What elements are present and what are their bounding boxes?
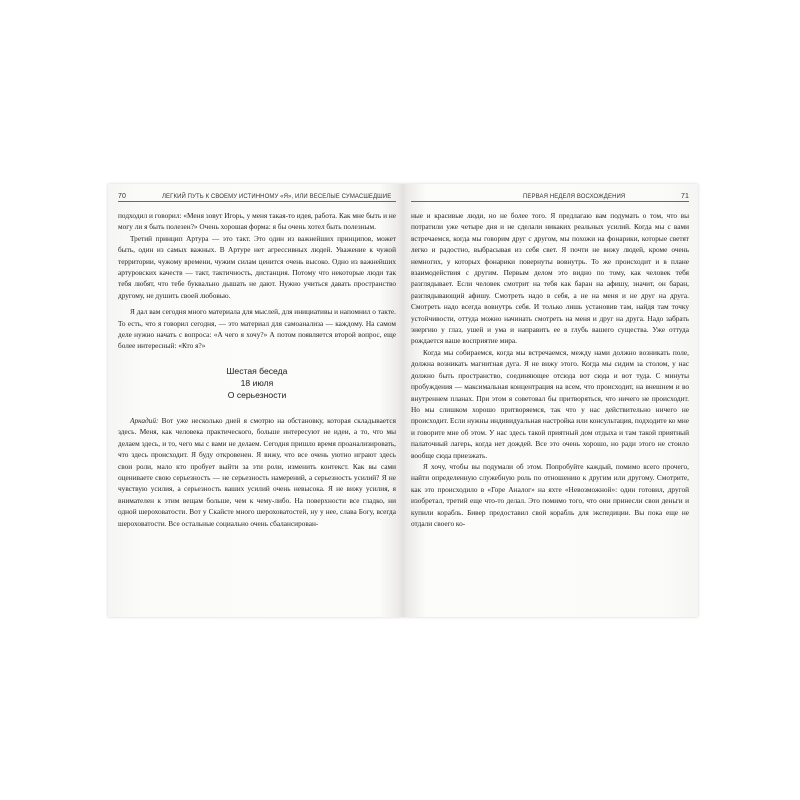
paragraph: Когда мы собираемся, когда мы встречаемся, между нами должно возникать поле, должна возникать магнитная дуга. Я не вижу этого. Когда мы сидим за столом, у нас должно быть пространство, соединяющее отсюда вот сюда и вот туда. С минуты пробуждения — максимальная концентрация на всем, что происходит, на внешнем и во внутреннем планах. При этом я советовал бы притворяться, что ничего не происходит. Но мы слишком хорошо притворяемся, так что у нас действительно ничего не происходит. Если нужны индивидуальная настройка или консультация, подходите ко мне и говорите мне об этом. У нас здесь такой приятный дом отдыха и там такой приятный палаточный лагерь, когда нет дождей. Все это очень хорошо, но ради этого не стоило вообще сюда приезжать. [411,347,689,460]
right-page-header [411,190,689,202]
chapter-date: 18 июля [240,377,274,388]
page-number: 70 [118,193,126,200]
chapter-heading [118,365,396,401]
speaker-name: Аркадий: [130,415,159,425]
left-page-header [118,190,396,202]
right-page-body [411,210,689,529]
paragraph: Третий принцип Артура — это такт. Это один из важнейших принципов, может быть, один из самых важных. В Артуре нет агрессивных людей. Уважение к чужой территории, чужому времени, чужим силам ценится очень высоко. Одно из важнейших артуровских качеств — такт, тактичность, дистанция. Потому что некоторые люди так тебя любят, что тебе буквально дышать не дают. Нужно учиться давать пространство другому, не душить своей любовью. [118,233,396,300]
right-page [411,184,689,617]
chapter-subtitle: О серьезности [227,389,287,400]
left-page [118,184,396,617]
left-page-body [118,210,396,529]
chapter-title: Шестая беседа [226,365,288,376]
paragraph [118,415,396,529]
paragraph: ные и красивые люди, но не более того. Я предлагаю вам подумать о том, что вы потратили уже четыре дня и не сделали никаких реальных усилий. Когда мы с вами встречаемся, когда мы говорим друг с другом, мы похожи на фонарики, которые светят легко и радостно, выбрасывая из себя свет. Я почти не вижу людей, кроме очень немногих, у которых фонарики повернуты вовнутрь. То же происходит и в плане взаимодействия с другим. Первым делом это видно по тому, как человек тебя разглядывает. Если человек смотрит на тебя как баран на афишу, значит, он баран, разглядывающий афишу. Смотреть надо в себя, а не на меня и не друг на друга. Смотреть надо всегда вовнутрь себя. И только лишь установив там, найдя там точку устойчивости, оттуда можно начинать смотреть на меня и друг на друга. Надо забрать энергию у глаз, ушей и ума и направить ее в глубь вашего существа. Уже оттуда рождается ваше восприятие мира. [411,211,689,346]
book-spread [108,184,698,617]
running-title: ЛЕГКИЙ ПУТЬ К СВОЕМУ ИСТИННОМУ «Я», ИЛИ ВЕСЕЛЫЕ СУМАСШЕДШИЕ [162,194,392,200]
running-title: ПЕРВАЯ НЕДЕЛЯ ВОСХОЖДЕНИЯ [523,194,626,200]
paragraph: Я дал вам сегодня много материала для мыслей, для инициативы и напомнил о такте. То есть, что я говорил сегодня, — это материал для самоанализа — каждому. На самом деле нужно начать с вопроса: «А чего я хочу?» А потом появляется второй вопрос, еще более интересный: «Кто я?» [118,307,396,351]
page-number: 71 [681,193,689,200]
paragraph: подходил и говорил: «Меня зовут Игорь, у меня такая-то идея, работа. Как мне быть и не могу ли я быть полезен?» Очень хорошая форма: я бы очень хотел быть полезным. [118,211,396,232]
speech-text: Вот уже несколько дней я смотрю на обстановку, которая складывается здесь. Меня, как человека практического, больше интересуют не идеи, а то, что мы делаем здесь, и то, чего мы с вами не делаем. Сегодня пришло время проанализировать, что здесь происходит. Я буду откровенен. Я вижу, что все очень уютно играют здесь свои роли, мало кто пробует выйти за эти роли, изменить контекст. Как вы сами оцениваете свою серьезность — не серьезность намерений, а серьезность усилий? Я не чувствую усилия, а серьезность ваших усилий очень невысока. Я не вижу усилия, я внимателен к этим вещам больше, чем к чему-либо. На поверхности все гладко, ни одной шероховатости. Вот у Скайсте много шероховатостей, ну у нее, слава Богу, всегда шероховатости. Все остальные социально очень сбалансирован- [118,415,396,528]
paragraph: Я хочу, чтобы вы подумали об этом. Попробуйте каждый, помимо всего прочего, найти определенную служебную роль по отношению к другим или другому. Смотрите, как это происходило в «Горе Аналог» на яхте «Невозможной»: один готовил, другой изобретал, третий еще что-то делал. Это помимо того, что они принесли свои деньги и купили корабль. Бивер предоставил свой корабль для экспедиции. Вы пока еще не отдали своего ко- [411,461,689,528]
